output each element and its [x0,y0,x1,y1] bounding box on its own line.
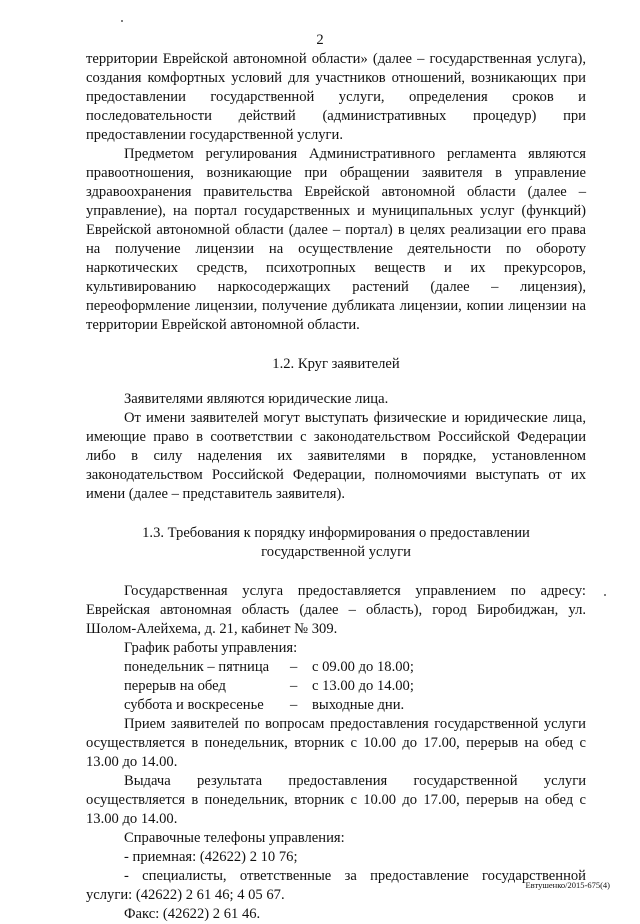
paragraph-representatives: От имени заявителей могут выступать физические и юридические лица, имеющие право в соответствии с законодательством Российской Федерации либо в силу наделения их заявителями в порядке, установленном законодательством Российской Федерации, полномочиями выступать от их имени (далее – представитель заявителя). [86,410,586,502]
section-heading-applicants: 1.2. Круг заявителей [272,356,400,372]
paragraph-address: Государственная услуга предоставляется управлением по адресу: Еврейская автономная область (далее – область), город Биробиджан, ул. Шолом-Алейхема, д. 21, кабинет № 309. [86,583,586,637]
schedule-dash: – [290,697,298,713]
schedule-label: суббота и воскресенье [124,697,264,713]
schedule-title: График работы управления: [124,640,298,656]
section-heading-line1: 1.3. Требования к порядку информирования о предоставлении [142,525,530,541]
scan-speck [121,20,123,22]
paragraph-result-issuance: Выдача результата предоставления государственной услуги осуществляется в понедельник, вторник с 10.00 до 17.00, перерыв на обед с 13.00 до 14.00. [86,773,586,827]
paragraph-purpose: территории Еврейской автономной области» (далее – государственная услуга), создания комфортных условий для участников отношений, возникающих при предоставлении государственной услуги, определения сроков и последовательности действий (административных процедур) при предоставлении государственной услуги. [86,51,586,143]
document-body [86,50,586,924]
schedule-row [86,677,586,696]
footer-document-code: Евтушенко/2015-675(4) [525,880,610,890]
page-number: 2 [316,32,324,48]
schedule-row [86,658,586,677]
schedule-dash: – [290,678,298,694]
paragraph-reception-hours: Прием заявителей по вопросам предоставления государственной услуги осуществляется в понедельник, вторник с 10.00 до 17.00, перерыв на обед с 13.00 до 14.00. [86,716,586,770]
schedule-label: понедельник – пятница [124,659,270,675]
paragraph-subject: Предметом регулирования Административного регламента являются правоотношения, возникающие при обращении заявителя в управление здравоохранения правительства Еврейской автономной области (далее – управление), на портал государственных и муниципальных услуг (функций) Еврейской автономной области (далее – портал) в целях реализации его права на получение лицензии на осуществление деятельности по обороту наркотических средств, психотропных веществ и их прекурсоров, культивированию наркосодержащих растений (далее – лицензия), переоформление лицензии, получение дубликата лицензии, копии лицензии на территории Еврейской автономной области. [86,146,586,333]
schedule-value: с 13.00 до 14.00; [312,678,414,694]
section-heading-line2: государственной услуги [261,544,411,560]
schedule-value: выходные дни. [312,697,405,713]
schedule-row [86,696,586,715]
scan-speck [604,594,606,596]
phones-title: Справочные телефоны управления: [124,830,345,846]
schedule-dash: – [290,659,298,675]
schedule-label: перерыв на обед [124,678,226,694]
section-heading-information [86,524,586,562]
schedule-value: с 09.00 до 18.00; [312,659,414,675]
paragraph-applicants: Заявителями являются юридические лица. [124,391,389,407]
phone-specialists: - специалисты, ответственные за предоставление государственной услуги: (42622) 2 61 46; 4 05 67. [86,868,586,903]
fax-number: Факс: (42622) 2 61 46. [124,906,261,922]
phone-reception: - приемная: (42622) 2 10 76; [124,849,298,865]
